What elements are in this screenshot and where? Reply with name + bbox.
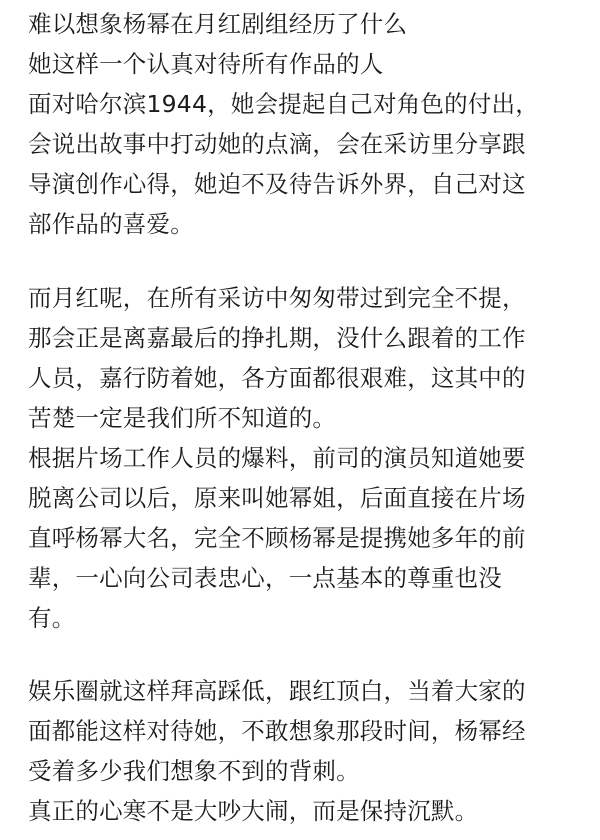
text-line: 那会正是离嘉最后的挣扎期，没什么跟着的工作 [28, 324, 526, 352]
text-line: 而月红呢，在所有采访中匆匆带过到完全不提， [28, 284, 526, 312]
text-line: 真正的心寒不是大吵大闹，而是保持沉默。 [28, 797, 479, 825]
text-line: 部作品的喜爱。 [28, 210, 194, 238]
text-line: 受着多少我们想象不到的背刺。 [28, 757, 360, 785]
text-line: 辈，一心向公司表忠心，一点基本的尊重也没 [28, 564, 502, 592]
text-line: 人员，嘉行防着她，各方面都很艰难，这其中的 [28, 364, 526, 392]
text-line: 直呼杨幂大名，完全不顾杨幂是提携她多年的前 [28, 524, 526, 552]
text-line: 她这样一个认真对待所有作品的人 [28, 50, 384, 78]
text-line: 有。 [28, 604, 76, 632]
text-line: 导演创作心得，她迫不及待告诉外界，自己对这 [28, 170, 526, 198]
text-line: 会说出故事中打动她的点滴，会在采访里分享跟 [28, 130, 526, 158]
text-line: 脱离公司以后，原来叫她幂姐，后面直接在片场 [28, 484, 526, 512]
text-line: 苦楚一定是我们所不知道的。 [28, 404, 337, 432]
text-line: 根据片场工作人员的爆料，前司的演员知道她要 [28, 444, 526, 472]
text-line: 面对哈尔滨1944，她会提起自己对角色的付出， [28, 90, 539, 118]
text-line: 难以想象杨幂在月红剧组经历了什么 [28, 10, 408, 38]
text-line: 娱乐圈就这样拜高踩低，跟红顶白，当着大家的 [28, 677, 526, 705]
text-line: 面都能这样对待她，不敢想象那段时间，杨幂经 [28, 717, 526, 745]
